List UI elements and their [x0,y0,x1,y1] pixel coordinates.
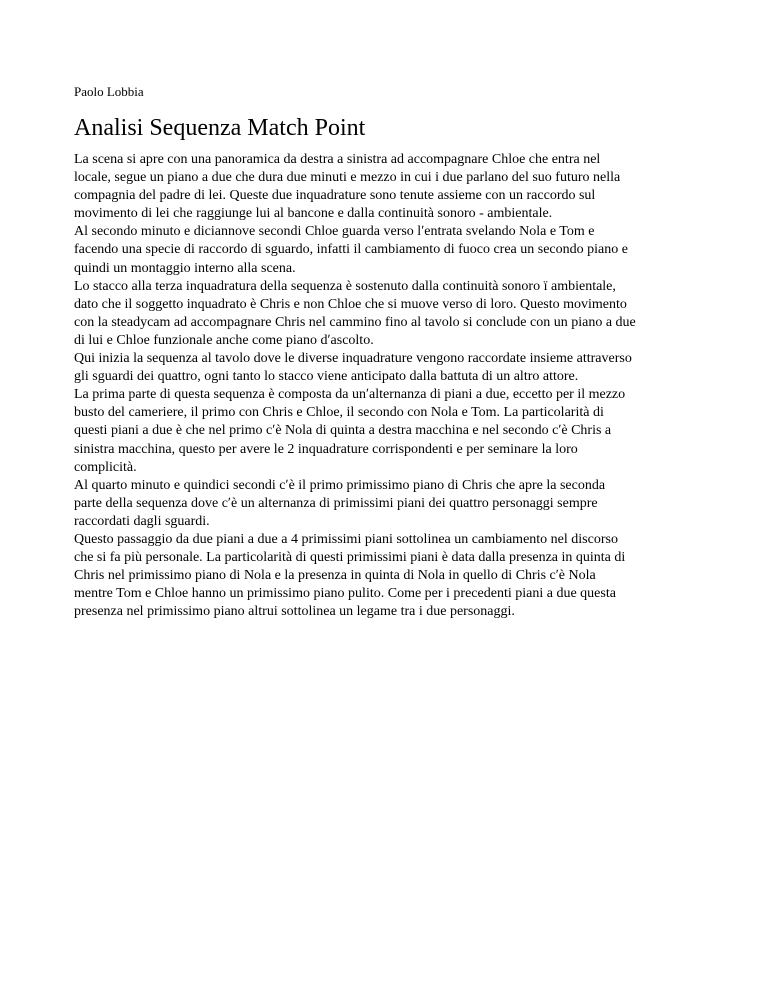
body-line: Al secondo minuto e diciannove secondi Chloe guarda verso lʹentrata svelando Nola e Tom e [74,224,595,240]
body-line: questi piani a due è che nel primo cʹè Nola di quinta a destra macchina e nel secondo cʹè Chris a [74,423,612,439]
body-line: presenza nel primissimo piano altrui sottolinea un legame tra i due personaggi. [74,604,515,620]
body-line: locale, segue un piano a due che dura due minuti e mezzo in cui i due parlano del suo futuro nella [74,170,621,186]
body-line: La scena si apre con una panoramica da destra a sinistra ad accompagnare Chloe che entra nel [74,152,601,167]
body-line: busto del cameriere, il primo con Chris e Chloe, il secondo con Nola e Tom. La particolarità di [74,405,604,421]
body-line: con la steadycam ad accompagnare Chris nel cammino fino al tavolo si conclude con un piano a due [74,314,636,330]
body-line: compagnia del padre di lei. Queste due inquadrature sono tenute assieme con un raccordo sul [74,188,596,204]
body-line: raccordati dagli sguardi. [74,513,210,529]
body-line: Lo stacco alla terza inquadratura della sequenza è sostenuto dalla continuità sonoro ï ambientale, [74,278,616,294]
body-line: parte della sequenza dove cʹè un alternanza di primissimi piani dei quattro personaggi sempre [74,495,598,511]
author-name: Paolo Lobbia [74,84,144,99]
body-line: Qui inizia la sequenza al tavolo dove le diverse inquadrature vengono raccordate insieme attraverso [74,351,632,367]
body-line: quindi un montaggio interno alla scena. [74,260,296,276]
body-line: Al quarto minuto e quindici secondi cʹè il primo primissimo piano di Chris che apre la seconda [74,477,606,493]
body-line: di lui e Chloe funzionale anche come piano dʹascolto. [74,332,374,348]
body-line: sinistra macchina, questo per avere le 2 inquadrature corrispondenti e per seminare la loro [74,441,578,457]
document-body [74,151,714,621]
body-line: facendo una specie di raccordo di sguardo, infatti il cambiamento di fuoco crea un secondo piano e [74,242,628,258]
body-line: complicità. [74,459,137,475]
body-line: dato che il soggetto inquadrato è Chris e non Chloe che si muove verso di loro. Questo movimento [74,296,627,312]
body-line: Questo passaggio da due piani a due a 4 primissimi piani sottolinea un cambiamento nel discorso [74,531,618,547]
body-line: gli sguardi dei quattro, ogni tanto lo stacco viene anticipato dalla battuta di un altro attore. [74,369,579,385]
body-line: mentre Tom e Chloe hanno un primissimo piano pulito. Come per i precedenti piani a due questa [74,586,616,602]
body-line: Chris nel primissimo piano di Nola e la presenza in quinta di Nola in quello di Chris cʹè Nola [74,568,596,584]
document-title: Analisi Sequenza Match Point [74,115,366,141]
body-line: che si fa più personale. La particolarità di questi primissimi piani è data dalla presenza in quinta di [74,550,626,566]
body-line: La prima parte di questa sequenza è composta da unʹalternanza di piani a due, eccetto per il mezzo [74,387,626,403]
body-line: movimento di lei che raggiunge lui al bancone e dalla continuità sonoro - ambientale. [74,206,553,222]
